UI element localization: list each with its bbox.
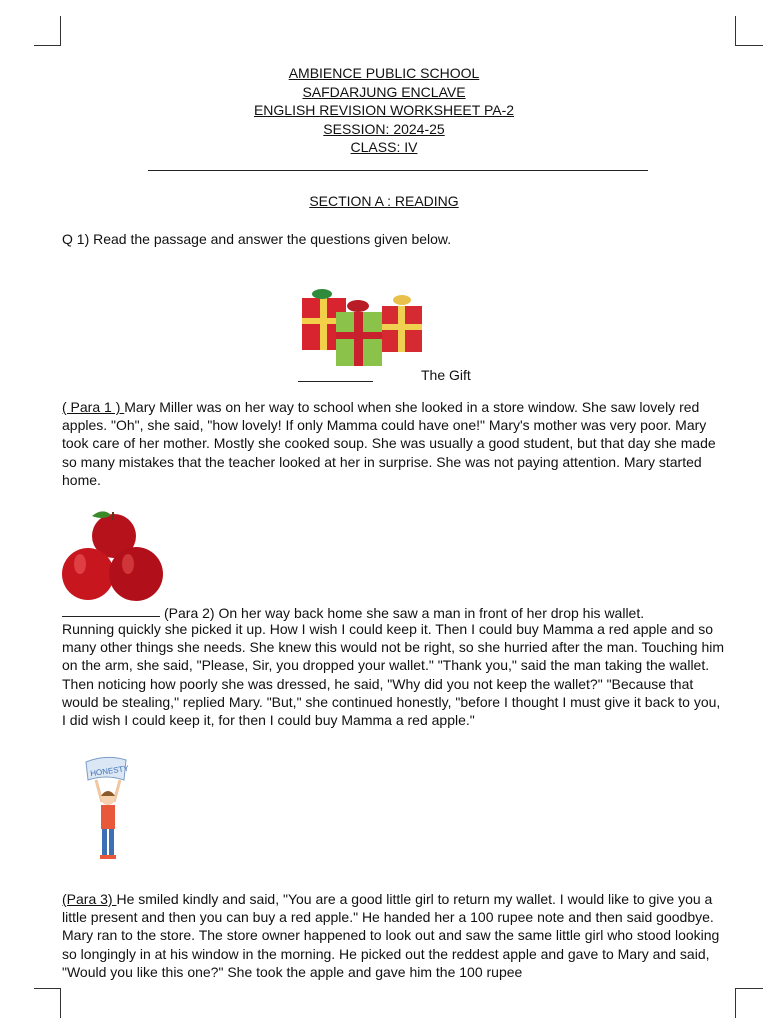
header-divider [148,170,648,171]
worksheet-title: ENGLISH REVISION WORKSHEET PA-2 [253,102,515,118]
honesty-sign-text: HONESTY [89,763,130,779]
crop-mark [735,16,736,46]
crop-mark [735,988,736,1018]
para-2-first-line-text: On her way back home she saw a man in front of her drop his wallet. [214,605,645,621]
crop-mark [735,45,763,46]
para-2-label: (Para 2) [164,605,215,621]
image-underline [62,616,160,617]
crop-mark [735,988,763,989]
crop-mark [34,45,61,46]
paragraph-2: Running quickly she picked it up. How I wish I could keep it. Then I could buy Mamma a red apple and so many other things she needs. She knew this would not be right, so she hurried after the man. Touching him on the arm, she said, "Please, Sir, you dropped your wallet." "Thank you," said the man taking the wallet. Then noticing how poorly she was dressed, he said, "Why did you not keep the wallet?" "Because that would be stealing," replied Mary. "But," she continued honestly, "before I thought I must give it back to you, I did wish I could keep it, for then I could buy Mamma a red apple." [62,621,725,729]
session-label: SESSION: 2024-25 [323,120,445,137]
para-3-label: (Para 3) [62,891,117,907]
crop-mark [34,988,61,989]
para-3-text: He smiled kindly and said, "You are a good little girl to return my wallet. I would like to give you a little present and then you can buy a red apple." He handed her a 100 rupee note and then said goodbye. Mary ran to the store. The store owner happened to look out and saw the same little girl who stood looking so longingly in at his window in the morning. He picked out the reddest apple and gave to Mary and said, "Would you like this one?" She took the apple and gave him the 100 rupee [62,891,720,980]
honesty-child-image [84,752,132,868]
question-text: Q 1) Read the passage and answer the questions given below. [62,231,452,247]
red-apples-image [62,508,166,620]
crop-mark [60,16,61,46]
para-1-text: Mary Miller was on her way to school when she looked in a store window. She saw lovely red apples. "Oh", she said, "how lovely! If only Mamma could have one!" Mary's mother was very poor. Mary took care of her mother. Mostly she cooked soup. She was usually a good student, but that day she made so many mistakes that the teacher looked at her in surprise. She was not paying attention. Mary started home. [62,399,716,488]
story-title: The Gift [421,367,471,383]
gift-boxes-image [300,284,424,370]
class-label: CLASS: IV [350,139,418,155]
paragraph-1 [62,398,728,489]
school-branch: SAFDARJUNG ENCLAVE [302,83,466,100]
crop-mark [60,988,61,1018]
school-name: AMBIENCE PUBLIC SCHOOL [288,65,480,81]
blank-underline [298,381,373,382]
section-title: SECTION A : READING [309,193,459,209]
para-1-label: ( Para 1 ) [62,399,125,415]
paragraph-3 [62,890,728,981]
